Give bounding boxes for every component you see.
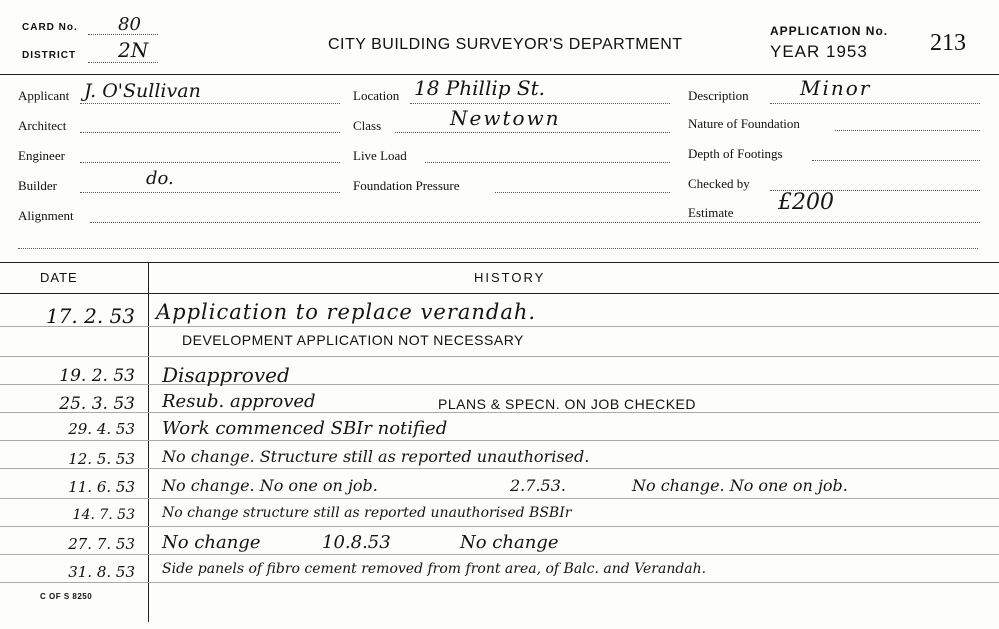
history-date: 17. 2. 53 <box>45 304 135 328</box>
card-no-value: 80 <box>118 14 141 35</box>
history-date: 11. 6. 53 <box>68 478 135 496</box>
history-extra-date: 2.7.53. <box>510 476 566 495</box>
card-no-label: CARD No. <box>22 22 78 33</box>
history-entry: Resub. approved <box>162 391 316 412</box>
history-extra-entry: No change <box>460 532 559 553</box>
district-label: DISTRICT <box>22 50 77 61</box>
history-extra-entry: No change. No one on job. <box>632 476 848 495</box>
history-date: 12. 5. 53 <box>68 450 135 468</box>
nature-of-foundation-label: Nature of Foundation <box>688 116 800 131</box>
form-code: C OF S 8250 <box>40 592 93 601</box>
checked-by-label: Checked by <box>688 176 750 191</box>
engineer-label: Engineer <box>18 148 65 163</box>
history-extra-date: 10.8.53 <box>322 532 391 553</box>
history-entry: Disapproved <box>162 363 290 387</box>
location-label: Location <box>353 88 400 103</box>
alignment-label: Alignment <box>18 208 74 223</box>
builder-label: Builder <box>18 178 57 193</box>
history-date: 19. 2. 53 <box>59 366 135 386</box>
history-entry: Side panels of fibro cement removed from front area, of Balc. and Verandah. <box>162 561 707 577</box>
applicant-value: J. O'Sullivan <box>84 80 201 102</box>
history-date: 14. 7. 53 <box>72 507 135 523</box>
description-value: Minor <box>800 76 872 100</box>
history-entry: No change. No one on job. <box>162 476 378 495</box>
history-entry: No change <box>162 532 261 553</box>
history-entry-printed: DEVELOPMENT APPLICATION NOT NECESSARY <box>182 332 524 348</box>
history-entry: Work commenced SBIr notified <box>162 418 448 439</box>
year-label: YEAR 1953 <box>770 42 868 61</box>
history-entry: No change. Structure still as reported unauthorised. <box>162 447 590 466</box>
history-entry: Application to replace verandah. <box>156 300 537 324</box>
department-title: CITY BUILDING SURVEYOR'S DEPARTMENT <box>328 36 683 53</box>
date-header: DATE <box>40 270 78 285</box>
depth-of-footings-label: Depth of Footings <box>688 146 783 161</box>
applicant-label: Applicant <box>18 88 70 103</box>
district-value: 2N <box>118 38 149 62</box>
plans-checked-stamp: PLANS & SPECN. ON JOB CHECKED <box>438 396 697 412</box>
class-value: Newtown <box>450 106 561 130</box>
history-date: 31. 8. 53 <box>68 563 135 581</box>
history-header: HISTORY <box>474 270 546 285</box>
architect-label: Architect <box>18 118 67 133</box>
application-no-label: APPLICATION No. <box>770 24 889 38</box>
location-value: 18 Phillip St. <box>414 76 545 100</box>
application-no-value: 213 <box>930 30 966 56</box>
description-label: Description <box>688 88 749 103</box>
estimate-value: £200 <box>778 190 834 215</box>
builder-value: do. <box>146 168 174 189</box>
foundation-pressure-label: Foundation Pressure <box>353 178 460 193</box>
class-label: Class <box>353 118 382 133</box>
estimate-label: Estimate <box>688 205 734 220</box>
history-entry: No change structure still as reported unauthorised BSBIr <box>162 505 572 521</box>
live-load-label: Live Load <box>353 148 407 163</box>
history-date: 27. 7. 53 <box>68 535 135 553</box>
history-date: 29. 4. 53 <box>68 420 135 438</box>
history-date: 25. 3. 53 <box>59 394 135 414</box>
